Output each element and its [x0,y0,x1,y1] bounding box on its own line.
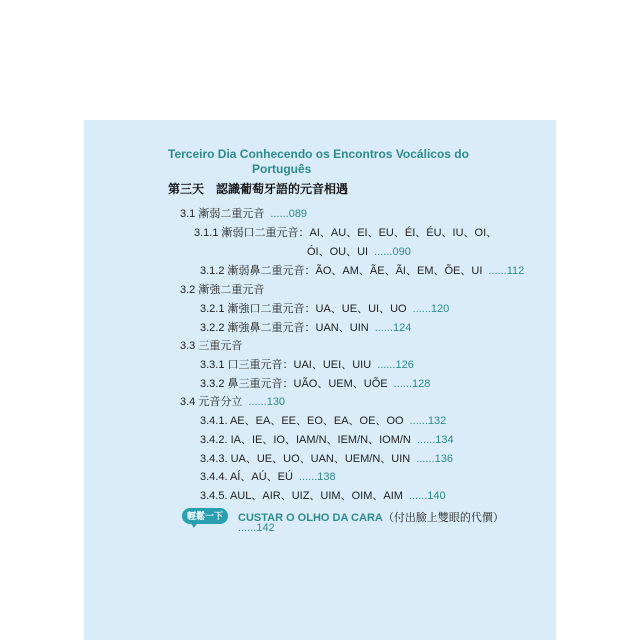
toc-page-number: ......134 [416,434,454,446]
toc-page-number: ......132 [409,415,447,427]
chapter-title-portuguese [168,147,498,177]
toc-page-number: ......124 [374,322,412,334]
relax-title-pt: CUSTAR O OLHO DA CARA [238,512,383,524]
toc-entry-3-1-1[interactable]: 3.1.1 漸弱口二重元音：AI、AU、EI、EU、ÉI、ÉU、IU、OI、 [194,227,498,239]
toc-entry-3-3-1[interactable]: 3.3.1 口三重元音：UAI、UEI、UIU ......126 [200,359,414,371]
toc-page-number: ......138 [298,471,336,483]
toc-page-number: ......120 [412,303,450,315]
relax-page-number: ......142 [238,522,275,534]
toc-page-number: ......128 [393,378,431,390]
speech-bubble-tail-icon [190,522,198,528]
toc-entry-3-2[interactable]: 3.2 漸強二重元音 [180,284,265,296]
toc-page-number: ......130 [248,396,286,408]
chapter-title-chinese: 第三天 認識葡萄牙語的元音相遇 [168,182,349,196]
relax-section-title[interactable] [238,509,504,525]
toc-entry-3-3[interactable]: 3.3 三重元音 [180,340,243,352]
toc-entry-3-3-2[interactable]: 3.3.2 鼻三重元音：UÃO、UEM、UÕE ......128 [200,378,431,390]
toc-page-number: ......126 [377,359,414,371]
toc-entry-3-4-5[interactable]: 3.4.5. AUL、AIR、UIZ、UIM、OIM、AIM ......140 [200,490,446,502]
toc-entry-3-4-1[interactable]: 3.4.1. AE、EA、EE、EO、EA、OE、OO ......132 [200,415,447,427]
toc-entry-3-2-1[interactable]: 3.2.1 漸強口二重元音：UA、UE、UI、UO ......120 [200,303,450,315]
relax-title-zh: （付出臉上雙眼的代價） [382,512,504,524]
chapter-title-line2: Português [252,162,312,176]
toc-entry-3-4-3[interactable]: 3.4.3. UA、UE、UO、UAN、UEM/N、UIN ......136 [200,453,453,465]
toc-page-number: ......090 [374,246,411,258]
relax-badge: 輕鬆一下 [182,508,228,524]
toc-entry-3-4-4[interactable]: 3.4.4. AÍ、AÚ、EÚ ......138 [200,471,336,483]
toc-page-number: ......140 [408,490,446,502]
toc-entry-3-1-1-cont[interactable]: ÓI、OU、UI ......090 [307,246,411,258]
chapter-title-line1: Terceiro Dia Conhecendo os Encontros Vocálicos do [168,147,469,161]
toc-entry-3-4-2[interactable]: 3.4.2. IA、IE、IO、IAM/N、IEM/N、IOM/N ......134 [200,434,454,446]
toc-page-number: ......089 [270,208,308,220]
toc-page-number: ......112 [488,265,525,277]
toc-entry-3-1-2[interactable]: 3.1.2 漸弱鼻二重元音：ÃO、AM、ÃE、ÃI、EM、ÕE、UI ......112 [200,265,525,277]
toc-entry-3-1[interactable]: 3.1 漸弱二重元音 ......089 [180,208,308,220]
toc-entry-3-2-2[interactable]: 3.2.2 漸強鼻二重元音：UAN、UIN ......124 [200,322,412,334]
toc-entry-3-4[interactable]: 3.4 元音分立 ......130 [180,396,286,408]
toc-page-number: ......136 [416,453,453,465]
